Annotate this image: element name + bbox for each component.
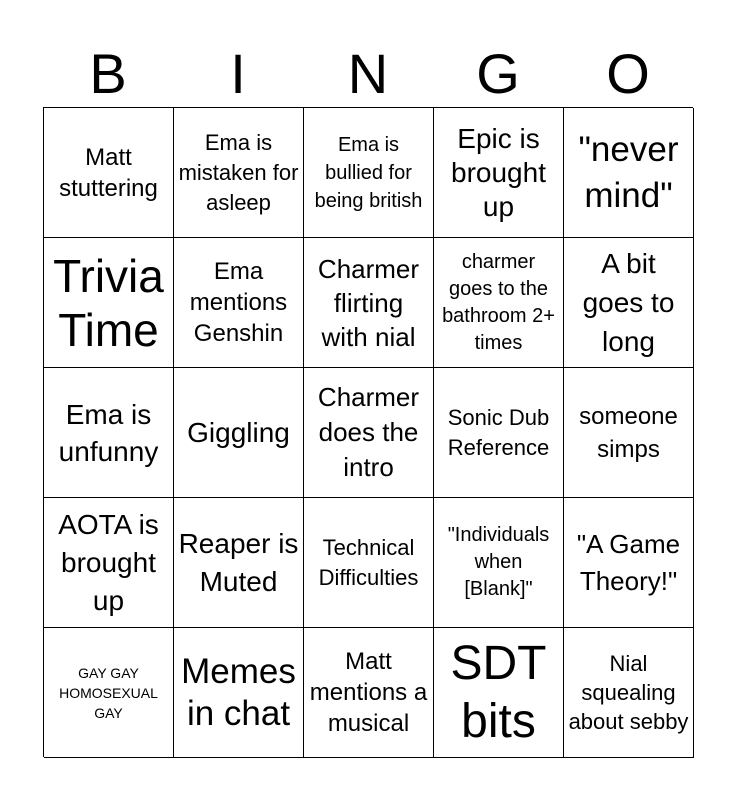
bingo-board bbox=[43, 107, 693, 757]
bingo-cell[interactable] bbox=[304, 238, 434, 368]
cell-text: Charmer does the intro bbox=[317, 382, 420, 482]
bingo-cell[interactable] bbox=[304, 368, 434, 498]
bingo-cell[interactable] bbox=[304, 498, 434, 628]
bingo-cell[interactable] bbox=[174, 238, 304, 368]
cell-text: Reaper is Muted bbox=[178, 527, 299, 597]
cell-text: A bit goes to long bbox=[582, 248, 675, 357]
cell-text: Ema is bullied for being british bbox=[314, 133, 423, 212]
cell-text: Technical Difficulties bbox=[318, 534, 419, 590]
cell-text: Ema mentions Genshin bbox=[189, 258, 288, 347]
bingo-cell[interactable] bbox=[564, 108, 694, 238]
bingo-header bbox=[43, 44, 693, 104]
bingo-cell[interactable] bbox=[434, 498, 564, 628]
bingo-cell[interactable] bbox=[434, 368, 564, 498]
bingo-cell[interactable] bbox=[564, 498, 694, 628]
bingo-cell[interactable] bbox=[174, 498, 304, 628]
header-letter-b: B bbox=[89, 42, 127, 105]
cell-text: Memes in chat bbox=[181, 651, 296, 733]
header-letter-i: I bbox=[230, 42, 246, 105]
cell-text: Matt stuttering bbox=[59, 143, 158, 202]
bingo-cell[interactable] bbox=[174, 108, 304, 238]
cell-text: Giggling bbox=[187, 416, 290, 448]
bingo-cell[interactable] bbox=[44, 108, 174, 238]
bingo-cell[interactable] bbox=[174, 628, 304, 758]
cell-text: Epic is brought up bbox=[451, 122, 546, 222]
bingo-cell[interactable] bbox=[564, 238, 694, 368]
bingo-cell[interactable] bbox=[564, 628, 694, 758]
cell-text: Ema is mistaken for asleep bbox=[178, 129, 299, 215]
bingo-cell[interactable] bbox=[44, 498, 174, 628]
cell-text: "Individuals when [Blank]" bbox=[447, 524, 550, 600]
cell-text: Charmer flirting with nial bbox=[317, 253, 420, 352]
bingo-cell[interactable] bbox=[44, 368, 174, 498]
bingo-cell[interactable] bbox=[304, 628, 434, 758]
cell-text: charmer goes to the bathroom 2+ times bbox=[442, 250, 555, 354]
bingo-cell[interactable] bbox=[434, 628, 564, 758]
header-letter-n: N bbox=[347, 42, 389, 105]
cell-text: GAY GAY HOMOSEXUAL GAY bbox=[59, 664, 158, 721]
bingo-cell[interactable] bbox=[44, 238, 174, 368]
cell-text: Sonic Dub Reference bbox=[447, 404, 550, 460]
cell-text: Ema is unfunny bbox=[58, 398, 159, 467]
cell-text: "A Game Theory!" bbox=[576, 528, 681, 596]
header-letter-o: O bbox=[606, 42, 650, 105]
cell-text: Nial squealing about sebby bbox=[568, 651, 689, 734]
cell-text: "never mind" bbox=[578, 129, 679, 215]
bingo-cell[interactable] bbox=[564, 368, 694, 498]
bingo-cell[interactable] bbox=[44, 628, 174, 758]
bingo-cell[interactable] bbox=[304, 108, 434, 238]
bingo-cell[interactable] bbox=[174, 368, 304, 498]
cell-text: Trivia Time bbox=[53, 249, 164, 356]
bingo-cell[interactable] bbox=[434, 108, 564, 238]
cell-text: AOTA is brought up bbox=[58, 508, 159, 616]
cell-text: SDT bits bbox=[450, 636, 547, 748]
bingo-cell[interactable] bbox=[434, 238, 564, 368]
cell-text: Matt mentions a musical bbox=[309, 648, 428, 737]
header-letter-g: G bbox=[476, 42, 520, 105]
cell-text: someone simps bbox=[579, 402, 678, 463]
